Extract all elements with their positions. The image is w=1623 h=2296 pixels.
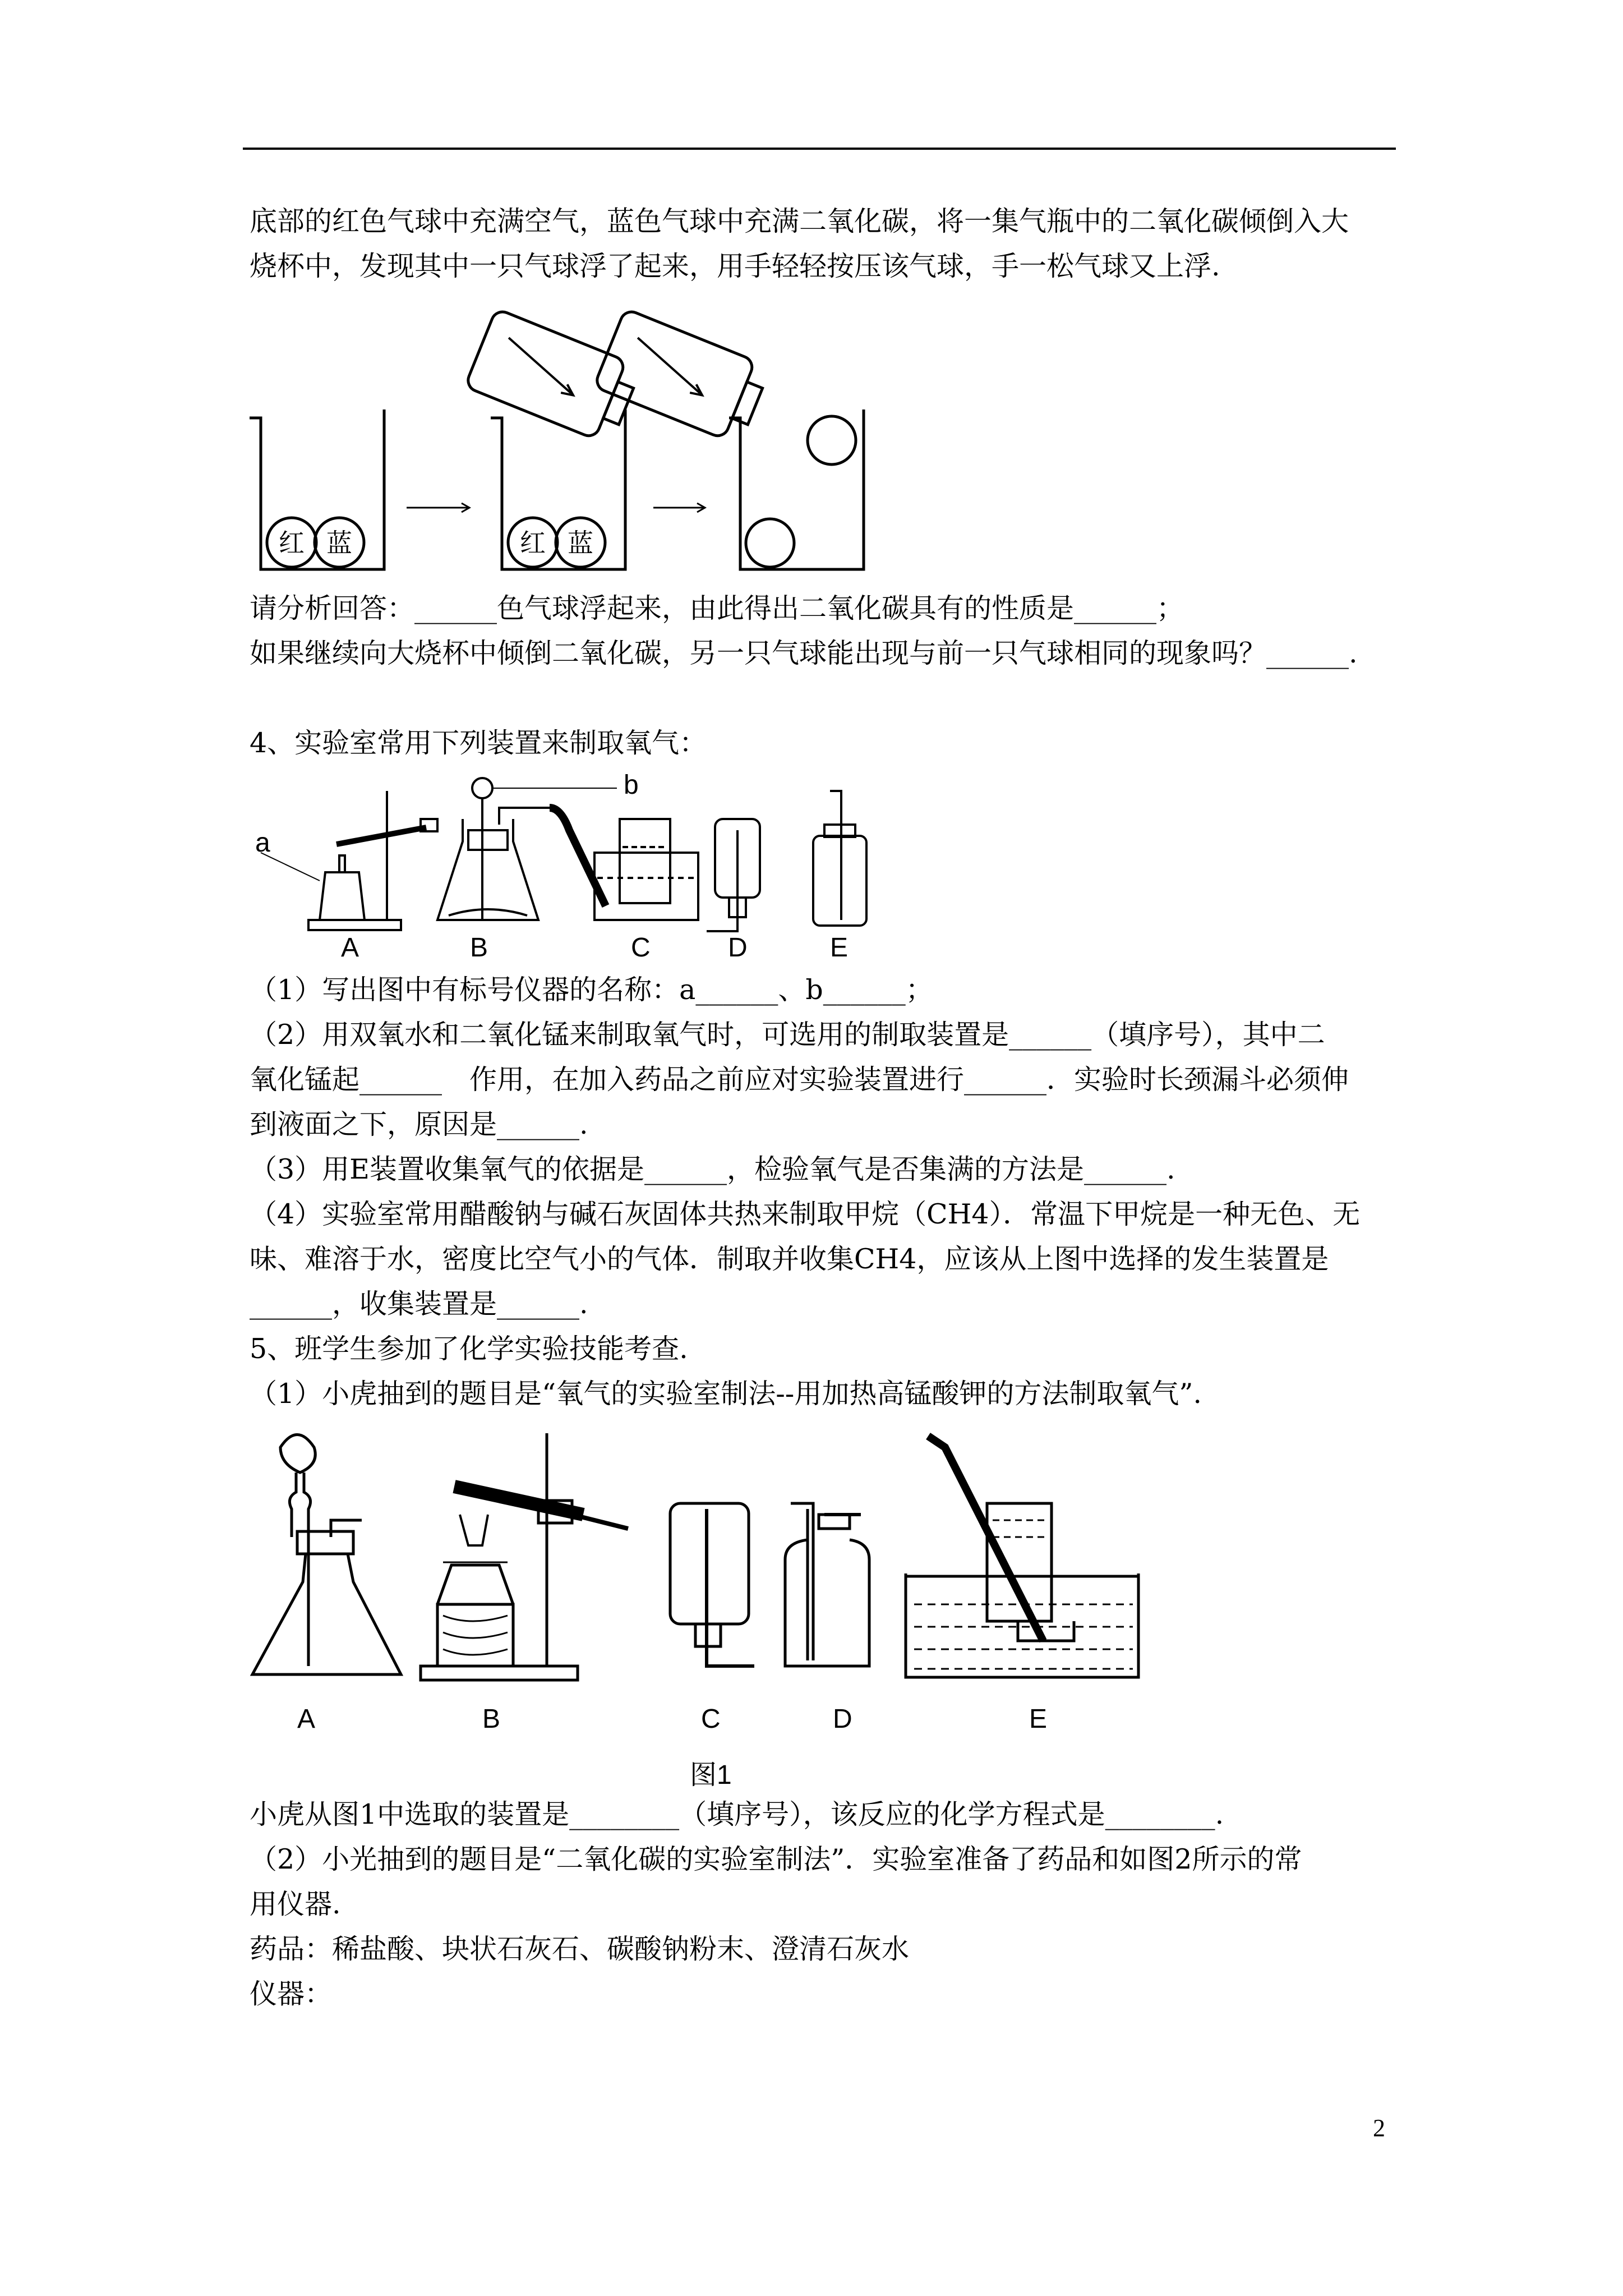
text-line: （3）用E装置收集氧气的依据是______，检验氧气是否集满的方法是______. bbox=[250, 1153, 1175, 1185]
page-number: 2 bbox=[1373, 2114, 1385, 2142]
red-balloon-label: 红 bbox=[520, 528, 546, 558]
text-line: （4）实验室常用醋酸钠与碱石灰固体共热来制取甲烷（CH4）．常温下甲烷是一种无色、无 bbox=[250, 1198, 1361, 1230]
text-line: 药品：稀盐酸、块状石灰石、碳酸钠粉末、澄清石灰水 bbox=[250, 1933, 910, 1965]
text-line: 氧化锰起______ 作用，在加入药品之前应对实验装置进行______．实验时长颈漏斗必须伸 bbox=[250, 1064, 1349, 1096]
text-line: 味、难溶于水，密度比空气小的气体．制取并收集CH4，应该从上图中选择的发生装置是 bbox=[250, 1243, 1329, 1275]
text-line: 小虎从图1中选取的装置是________（填序号），该反应的化学方程式是________. bbox=[250, 1798, 1224, 1830]
apparatus-label: D bbox=[833, 1704, 852, 1734]
question-5-title: 5、班学生参加了化学实验技能考查. bbox=[250, 1333, 688, 1365]
apparatus-label: B bbox=[482, 1704, 501, 1734]
blue-balloon-label: 蓝 bbox=[326, 528, 352, 558]
apparatus-label: E bbox=[1029, 1704, 1048, 1734]
text-line: （2）小光抽到的题目是“二氧化碳的实验室制法”．实验室准备了药品和如图2所示的常 bbox=[250, 1843, 1302, 1875]
text-line: （1）小虎抽到的题目是“氧气的实验室制法--用加热高锰酸钾的方法制取氧气”. bbox=[250, 1378, 1202, 1410]
figure-1-apparatus bbox=[247, 1425, 1178, 1739]
apparatus-label: E bbox=[830, 933, 849, 963]
text-line: ______，收集装置是______. bbox=[250, 1288, 588, 1320]
text-line: 烧杯中，发现其中一只气球浮了起来，用手轻轻按压该气球，手一松气球又上浮. bbox=[250, 250, 1220, 282]
header-rule bbox=[243, 148, 1396, 150]
text-line: 底部的红色气球中充满空气，蓝色气球中充满二氧化碳，将一集气瓶中的二氧化碳倾倒入大 bbox=[250, 205, 1349, 237]
balloon-beaker-figure bbox=[244, 292, 889, 578]
label-a: a bbox=[255, 828, 270, 858]
apparatus-label: C bbox=[631, 933, 651, 963]
text-line: 仪器： bbox=[250, 1978, 333, 2010]
q4-apparatus-figure bbox=[247, 769, 909, 965]
apparatus-label: D bbox=[728, 933, 748, 963]
apparatus-label: B bbox=[470, 933, 488, 963]
text-line: 请分析回答：______色气球浮起来，由此得出二氧化碳具有的性质是______； bbox=[250, 592, 1184, 624]
text-line: 到液面之下，原因是______. bbox=[250, 1108, 588, 1140]
text-line: 如果继续向大烧杯中倾倒二氧化碳，另一只气球能出现与前一只气球相同的现象吗？______. bbox=[250, 637, 1358, 669]
apparatus-label: A bbox=[341, 933, 359, 963]
question-4-title: 4、实验室常用下列装置来制取氧气： bbox=[250, 727, 707, 759]
blue-balloon-label: 蓝 bbox=[568, 528, 593, 558]
apparatus-label: A bbox=[297, 1704, 316, 1734]
text-line: （1）写出图中有标号仪器的名称：a______、b______； bbox=[250, 974, 933, 1006]
label-b: b bbox=[624, 770, 639, 800]
text-line: （2）用双氧水和二氧化锰来制取氧气时，可选用的制取装置是______（填序号），其中二 bbox=[250, 1019, 1325, 1051]
figure-1-caption: 图1 bbox=[690, 1760, 732, 1790]
apparatus-label: C bbox=[701, 1704, 721, 1734]
text-line: 用仪器. bbox=[250, 1888, 341, 1920]
red-balloon-label: 红 bbox=[279, 528, 305, 558]
